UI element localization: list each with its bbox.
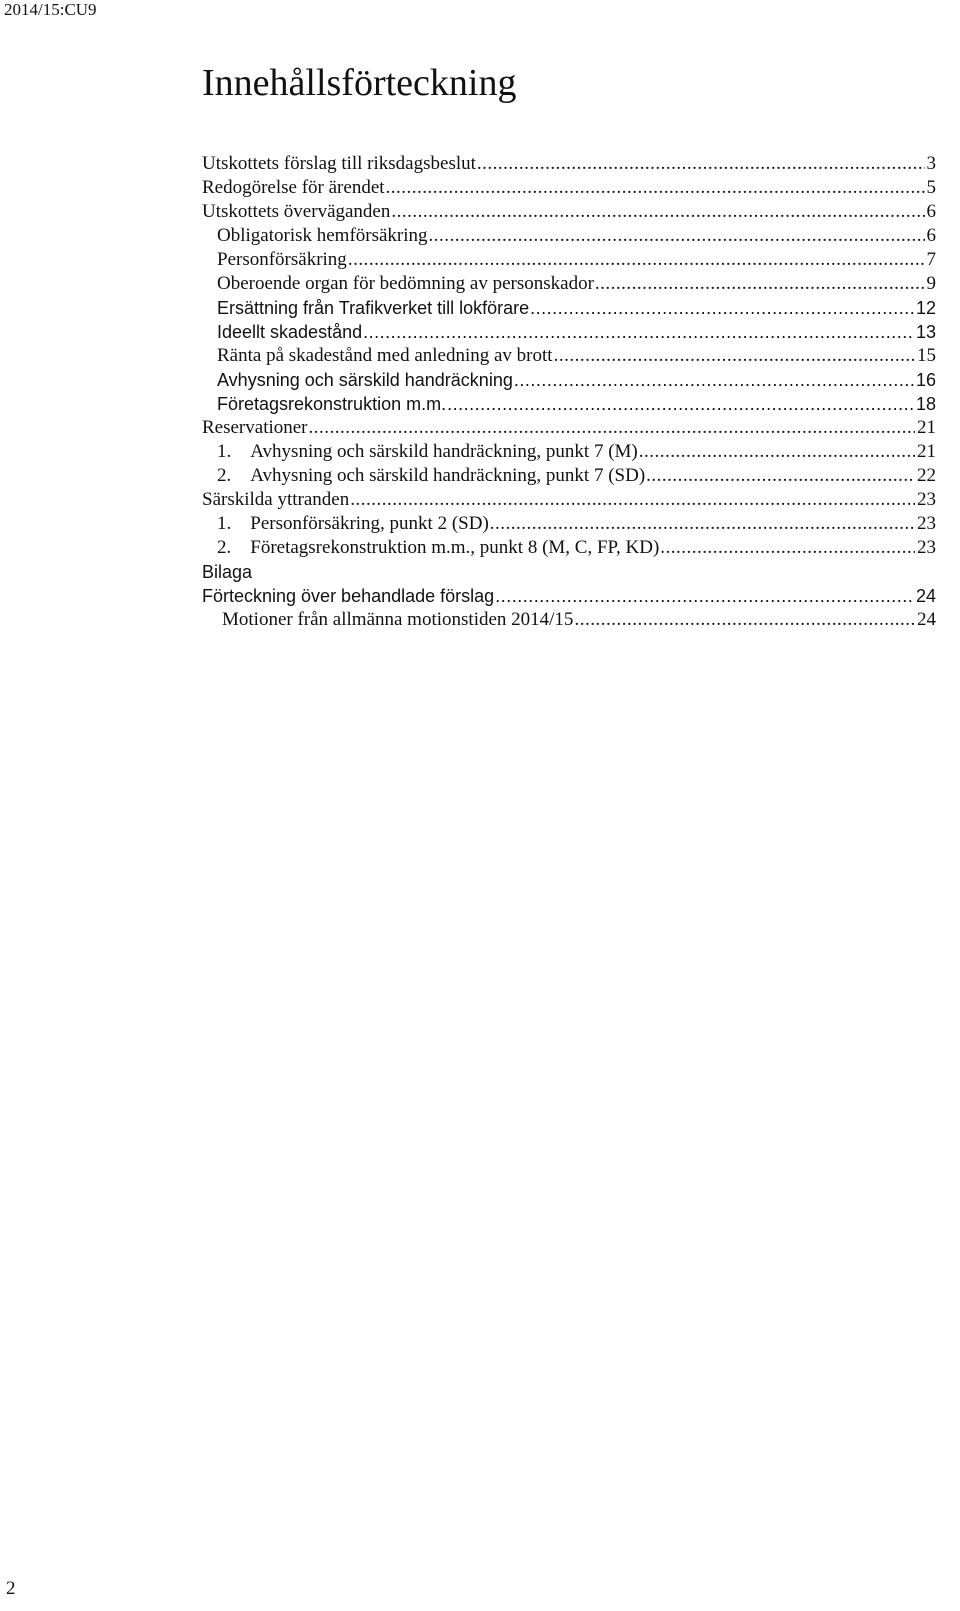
toc-entry-label: Ränta på skadestånd med anledning av brott	[217, 345, 553, 366]
toc-entry-page: 21	[917, 441, 936, 462]
toc-leader-dots	[639, 440, 915, 464]
table-of-contents	[202, 152, 936, 632]
toc-entry-label: Avhysning och särskild handräckning	[217, 370, 513, 390]
toc-entry[interactable]	[202, 416, 936, 440]
toc-entry[interactable]	[202, 392, 936, 416]
toc-entry-label: Särskilda yttranden	[202, 489, 350, 510]
toc-entry[interactable]	[202, 536, 936, 560]
toc-entry-label: Utskottets överväganden	[202, 201, 391, 222]
toc-leader-dots	[447, 392, 914, 416]
toc-leader-dots	[554, 344, 915, 368]
toc-entry-label: 2. Företagsrekonstruktion m.m., punkt 8 (M, C, FP, KD)	[217, 537, 660, 558]
toc-leader-dots	[391, 200, 924, 224]
toc-entry-label: Bilaga	[202, 562, 253, 582]
toc-leader-dots	[309, 416, 915, 440]
toc-leader-dots	[386, 176, 925, 200]
toc-entry-page: 23	[917, 489, 936, 510]
toc-entry-page: 21	[917, 417, 936, 438]
toc-entry-page: 3	[926, 153, 936, 174]
toc-entry-page: 23	[917, 537, 936, 558]
toc-entry[interactable]	[202, 560, 936, 584]
toc-entry-page: 24	[917, 609, 936, 630]
toc-entry-page: 6	[926, 225, 936, 246]
toc-entry-page: 16	[915, 370, 936, 390]
toc-entry[interactable]	[202, 320, 936, 344]
toc-entry-page: 22	[917, 465, 936, 486]
toc-leader-dots	[490, 512, 915, 536]
toc-entry[interactable]	[202, 368, 936, 392]
toc-entry-page: 9	[926, 273, 936, 294]
toc-entry[interactable]	[202, 512, 936, 536]
toc-leader-dots	[350, 488, 915, 512]
toc-leader-dots	[348, 248, 925, 272]
toc-entry-label: Ersättning från Trafikverket till lokförare	[217, 298, 530, 318]
toc-leader-dots	[595, 272, 925, 296]
toc-entry-label: Reservationer	[202, 417, 308, 438]
toc-entry-label: Ideellt skadestånd	[217, 322, 363, 342]
toc-entry[interactable]	[202, 464, 936, 488]
toc-entry-page: 5	[926, 177, 936, 198]
toc-leader-dots	[477, 152, 925, 176]
toc-entry-label: Motioner från allmänna motionstiden 2014/15	[222, 609, 574, 630]
toc-entry[interactable]	[202, 440, 936, 464]
toc-entry-label: Utskottets förslag till riksdagsbeslut	[202, 153, 476, 174]
toc-entry-page: 18	[915, 394, 936, 414]
toc-entry-label: Företagsrekonstruktion m.m.	[217, 394, 447, 414]
toc-entry[interactable]	[202, 200, 936, 224]
document-id: 2014/15:CU9	[4, 0, 97, 19]
toc-entry[interactable]	[202, 296, 936, 320]
toc-entry-page: 23	[917, 513, 936, 534]
toc-entry-label: Redogörelse för ärendet	[202, 177, 385, 198]
toc-entry-page: 6	[926, 201, 936, 222]
toc-entry-page: 13	[915, 322, 936, 342]
toc-entry-label: Obligatorisk hemförsäkring	[217, 225, 428, 246]
toc-entry-label: 1. Personförsäkring, punkt 2 (SD)	[217, 513, 489, 534]
toc-entry-label: Personförsäkring	[217, 249, 347, 270]
toc-leader-dots	[514, 368, 914, 392]
toc-entry-page: 7	[926, 249, 936, 270]
toc-entry-label: 2. Avhysning och särskild handräckning, punkt 7 (SD)	[217, 465, 646, 486]
toc-entry-page: 24	[915, 586, 936, 606]
toc-entry[interactable]	[202, 176, 936, 200]
toc-entry-label: Oberoende organ för bedömning av personskador	[217, 273, 594, 294]
toc-entry[interactable]	[202, 584, 936, 608]
toc-entry[interactable]	[202, 248, 936, 272]
toc-leader-dots	[660, 536, 915, 560]
toc-entry[interactable]	[202, 344, 936, 368]
toc-entry[interactable]	[202, 272, 936, 296]
toc-entry-label: Förteckning över behandlade förslag	[202, 586, 495, 606]
toc-entry-page: 15	[917, 345, 936, 366]
page-number: 2	[6, 1578, 16, 1599]
toc-entry[interactable]	[202, 488, 936, 512]
toc-entry-label: 1. Avhysning och särskild handräckning, punkt 7 (M)	[217, 441, 638, 462]
toc-leader-dots	[646, 464, 915, 488]
page-title: Innehållsförteckning	[202, 62, 517, 104]
toc-entry-page: 12	[915, 298, 936, 318]
toc-entry[interactable]	[202, 608, 936, 632]
toc-leader-dots	[530, 296, 914, 320]
toc-entry[interactable]	[202, 152, 936, 176]
toc-leader-dots	[495, 584, 914, 608]
toc-leader-dots	[429, 224, 925, 248]
toc-entry[interactable]	[202, 224, 936, 248]
toc-leader-dots	[363, 320, 914, 344]
toc-leader-dots	[574, 608, 915, 632]
